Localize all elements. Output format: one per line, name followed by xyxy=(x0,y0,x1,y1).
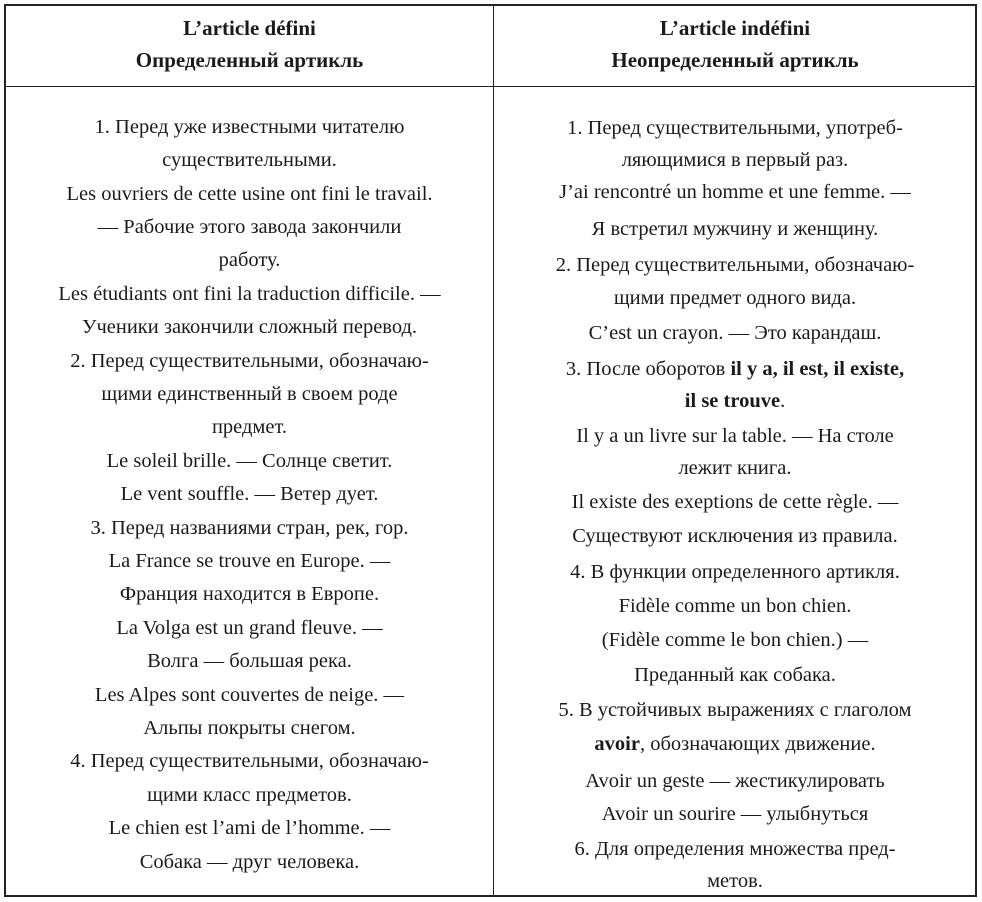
text-line: Ученики закончили сложный перевод. xyxy=(81,316,418,338)
text-line: Les Alpes sont couvertes de neige. — xyxy=(94,684,405,706)
text-line: Существуют исключения из правила. xyxy=(572,525,898,547)
text-line: Я встретил мужчину и женщину. xyxy=(591,218,879,240)
text-line: щими класс предметов. xyxy=(147,784,352,806)
text-line: — Рабочие этого завода закончили xyxy=(97,216,402,238)
text-line: Fidèle comme un bon chien. xyxy=(618,595,852,617)
avoir-verb: avoir xyxy=(594,733,640,755)
text-line: La Volga est un grand fleuve. — xyxy=(116,617,383,639)
text-line: 4. Перед существительными, обозначаю- xyxy=(70,750,429,772)
text-line: Les étudiants ont fini la traduction difficile. — xyxy=(58,283,441,305)
text-line: Il y a un livre sur la table. — На столе xyxy=(576,425,894,447)
text-line: 1. Перед существительными, употреб- xyxy=(567,117,903,139)
text-line: 2. Перед существительными, обозначаю- xyxy=(70,350,429,372)
text-line: 6. Для определения множества пред- xyxy=(574,838,896,860)
period: . xyxy=(780,390,786,412)
column-divider xyxy=(493,6,494,895)
text-line: 4. В функции определенного артикля. xyxy=(570,561,900,583)
text-line: La France se trouve en Europe. — xyxy=(108,550,391,572)
text-line: Волга — большая река. xyxy=(147,650,352,672)
text-line: метов. xyxy=(707,870,763,892)
text-line: J’ai rencontré un homme et une femme. — xyxy=(559,181,911,203)
header-definite-article xyxy=(6,6,493,86)
text-line: Франция находится в Европе. xyxy=(119,583,380,605)
text-line: (Fidèle comme le bon chien.) — xyxy=(601,629,869,651)
text-line: Il existe des exeptions de cette règle. — xyxy=(571,491,899,513)
text-line: Le soleil brille. — Солнце светит. xyxy=(106,450,393,472)
rule-3-expression-end: il se trouve xyxy=(684,390,781,412)
rule-3-expression: il y a, il est, il existe, xyxy=(730,358,905,380)
header-title-fr: L’article défini xyxy=(183,16,316,40)
text-line xyxy=(495,385,975,417)
rule-3-text: 3. После оборотов xyxy=(565,358,726,380)
article-comparison-table xyxy=(4,4,977,897)
text-line: Le chien est l’ami de l’homme. — xyxy=(108,817,391,839)
text-line: Альпы покрыты снегом. xyxy=(143,717,356,739)
text-line: работу. xyxy=(218,249,281,271)
text-line: ляющимися в первый раз. xyxy=(621,149,849,171)
text-line: щими единственный в своем роде xyxy=(101,383,398,405)
text-line: Le vent souffle. — Ветер дует. xyxy=(120,483,379,505)
text-line: 1. Перед уже известными читателю xyxy=(94,116,405,138)
header-title-ru: Неопределенный артикль xyxy=(611,48,859,72)
text-line: предмет. xyxy=(211,416,288,438)
header-title-ru: Определенный артикль xyxy=(135,48,364,72)
text-line: C’est un crayon. — Это карандаш. xyxy=(588,322,882,344)
text-line: щими предмет одного вида. xyxy=(613,287,857,309)
text-line: Les ouvriers de cette usine ont fini le travail. xyxy=(66,183,433,205)
header-divider xyxy=(6,86,975,87)
rule-5-text: , обозначающих движение. xyxy=(639,733,876,755)
text-line: Avoir un geste — жестикулировать xyxy=(585,770,885,792)
text-line: 3. Перед названиями стран, рек, гор. xyxy=(90,517,409,539)
text-line: существительными. xyxy=(162,149,337,171)
text-line xyxy=(495,353,975,385)
text-line: Avoir un sourire — улыбнуться xyxy=(601,803,869,825)
text-line xyxy=(495,728,975,760)
text-line: Собака — друг человека. xyxy=(139,851,360,873)
text-line: Преданный как собака. xyxy=(634,664,836,686)
header-title-fr: L’article indéfini xyxy=(659,16,811,40)
text-line: 2. Перед существительными, обозначаю- xyxy=(555,254,915,276)
header-indefinite-article xyxy=(495,6,975,86)
text-line: 5. В устойчивых выражениях с глаголом xyxy=(558,699,912,721)
text-line: лежит книга. xyxy=(678,457,792,479)
